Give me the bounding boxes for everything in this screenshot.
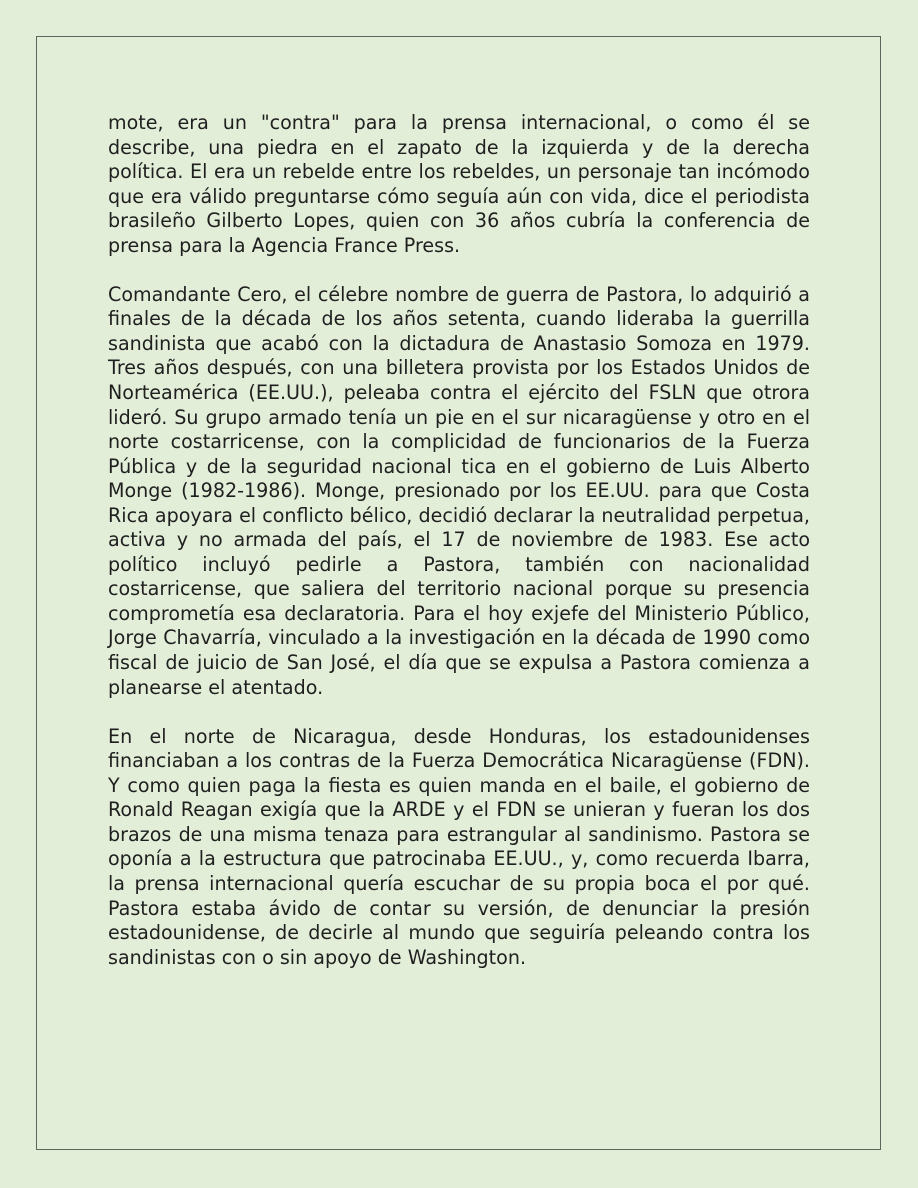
paragraph-3: En el norte de Nicaragua, desde Honduras, los estadounidenses financiaban a los contras de la Fuerza Democrática Nicaragüense (FDN). Y como quien paga la fiesta es quien manda en el baile, el gobierno de Ronald Reagan exigía que la ARDE y el FDN se unieran y fueran los dos brazos de una misma tenaza para estrangular al sandinismo. Pastora se oponía a la estructura que patrocinaba EE.UU., y, como recuerda Ibarra, la prensa internacional quería escuchar de su propia boca el por qué. Pastora estaba ávido de contar su versión, de denunciar la presión estadounidense, de decirle al mundo que seguiría peleando contra los sandinistas con o sin apoyo de Washington. — [108, 724, 810, 969]
article-body — [108, 111, 810, 995]
paragraph-2: Comandante Cero, el célebre nombre de guerra de Pastora, lo adquirió a finales de la década de los años setenta, cuando lideraba la guerrilla sandinista que acabó con la dictadura de Anastasio Somoza en 1979. Tres años después, con una billetera provista por los Estados Unidos de Norteamérica (EE.UU.), peleaba contra el ejército del FSLN que otrora lideró. Su grupo armado tenía un pie en el sur nicaragüense y otro en el norte costarricense, con la complicidad de funcionarios de la Fuerza Pública y de la seguridad nacional tica en el gobierno de Luis Alberto Monge (1982-1986). Monge, presionado por los EE.UU. para que Costa Rica apoyara el conflicto bélico, decidió declarar la neutralidad perpetua, activa y no armada del país, el 17 de noviembre de 1983. Ese acto político incluyó pedirle a Pastora, también con nacionalidad costarricense, que saliera del territorio nacional porque su presencia comprometía esa declaratoria. Para el hoy exjefe del Ministerio Público, Jorge Chavarría, vinculado a la investigación en la década de 1990 como fiscal de juicio de San José, el día que se expulsa a Pastora comienza a planearse el atentado. — [108, 282, 810, 699]
paragraph-1: mote, era un "contra" para la prensa internacional, o como él se describe, una piedra en el zapato de la izquierda y de la derecha política. El era un rebelde entre los rebeldes, un personaje tan incómodo que era válido preguntarse cómo seguía aún con vida, dice el periodista brasileño Gilberto Lopes, quien con 36 años cubría la conferencia de prensa para la Agencia France Press. — [108, 111, 810, 257]
